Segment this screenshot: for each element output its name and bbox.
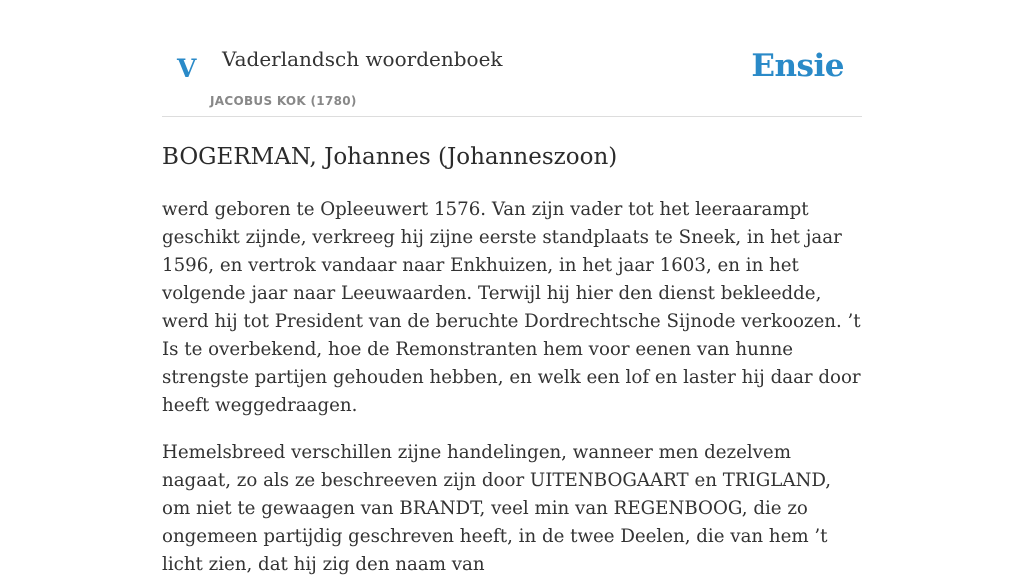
entry-paragraph-2: Hemelsbreed verschillen zijne handelingen, wanneer men dezelvem nagaat, zo als ze beschreeven zijn door UITENBOGAART en TRIGLAND, om niet te gewaagen van BRANDT, veel min van REGENBOOG, die zo ongemeen partijdig geschreven heeft, in de twee Deelen, die van hem ’t licht zien, dat hij zig den naam van: [162, 441, 832, 575]
entry-title: BOGERMAN, Johannes (Johanneszoon): [162, 144, 618, 170]
book-title-link[interactable]: Vaderlandsch woordenboek: [222, 47, 503, 71]
ensie-logo[interactable]: Ensie: [751, 48, 844, 84]
entry-paragraph-1: werd geboren te Opleeuwert 1576. Van zijn vader tot het leeraarampt geschikt zijnde, verkreeg hij zijne eerste standplaats te Sneek, in het jaar 1596, en vertrok vandaar naar Enkhuizen, in het jaar 1603, en in het volgende jaar naar Leeuwaarden. Terwijl hij hier den dienst bekleedde, werd hij tot President van de beruchte Dordrechtsche Sijnode verkoozen. ’t Is te overbekend, hoe de Remonstranten hem voor eenen van hunne strengste partijen gehouden hebben, en welk een lof en laster hij daar door heeft weggedraagen.: [162, 198, 861, 416]
page-header: [162, 0, 862, 117]
book-author: JACOBUS KOK (1780): [210, 94, 357, 108]
article-page: [162, 0, 862, 579]
index-letter[interactable]: V: [177, 54, 197, 83]
